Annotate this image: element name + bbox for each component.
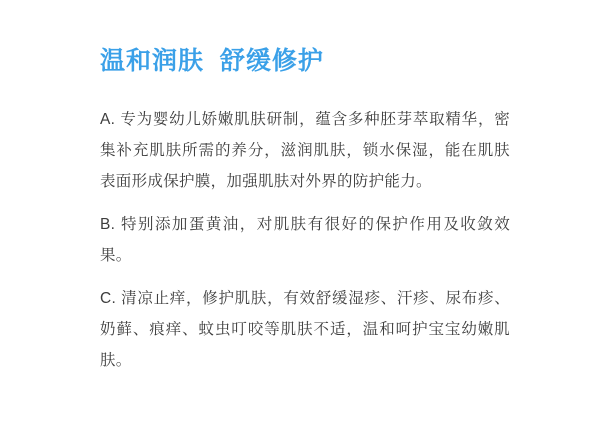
paragraph-marker-a: A. <box>100 111 116 128</box>
paragraph-text-a: 专为婴幼儿娇嫩肌肤研制，蕴含多种胚芽萃取精华，密集补充肌肤所需的养分，滋润肌肤，锁水保湿，能在肌肤表面形成保护膜，加强肌肤对外界的防护能力。 <box>100 111 510 190</box>
page-title: 温和润肤 舒缓修护 <box>100 47 324 75</box>
paragraph-b <box>100 209 510 271</box>
paragraph-text-b: 特别添加蛋黄油，对肌肤有很好的保护作用及收敛效果。 <box>100 216 511 264</box>
paragraph-text-c: 清凉止痒，修护肌肤，有效舒缓湿疹、汗疹、尿布疹、奶藓、痕痒、蚊虫叮咬等肌肤不适，温和呵护宝宝幼嫩肌肤。 <box>100 290 511 369</box>
document-content <box>100 44 510 376</box>
paragraph-marker-c: C. <box>100 290 117 307</box>
paragraph-marker-b: B. <box>100 216 116 233</box>
paragraph-a <box>100 104 510 197</box>
paragraph-c <box>100 283 510 376</box>
